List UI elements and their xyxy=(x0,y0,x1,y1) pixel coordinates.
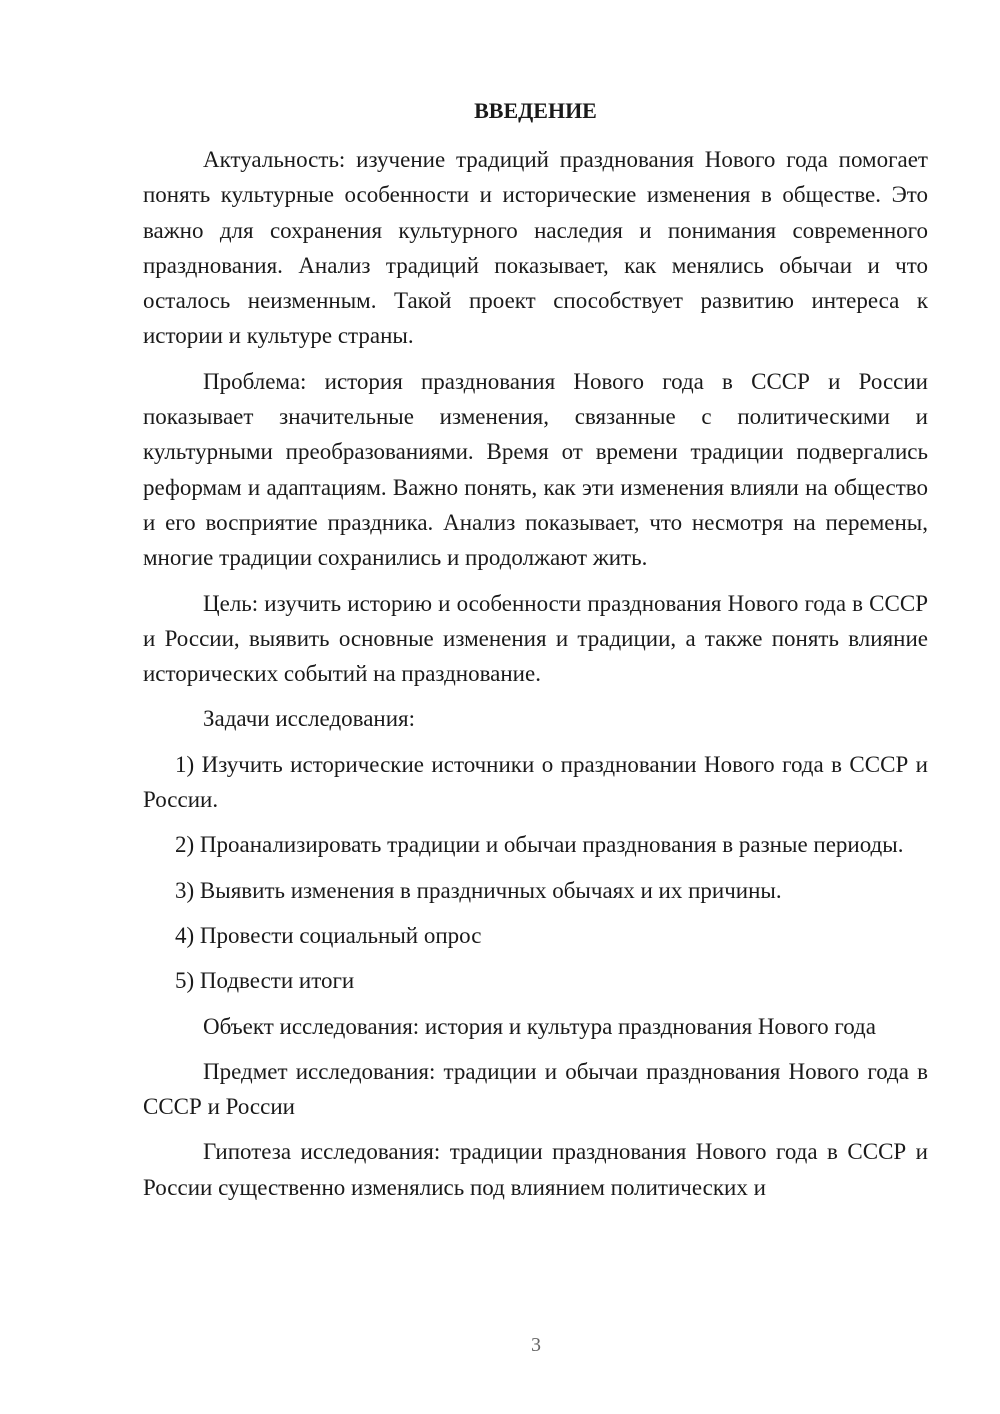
problem-paragraph: Проблема: история празднования Нового года в СССР и России показывает значительные изменения, связанные с политическими и культурными преобразованиями. Время от времени традиции подвергались реформам и адаптациям. Важно понять, как эти изменения влияли на общество и его восприятие праздника. Анализ показывает, что несмотря на перемены, многие традиции сохранились и продолжают жить. xyxy=(143,368,928,571)
subject-paragraph: Предмет исследования: традиции и обычаи празднования Нового года в СССР и России xyxy=(143,1058,928,1120)
task-item: 2) Проанализировать традиции и обычаи празднования в разные периоды. xyxy=(175,832,904,858)
object-paragraph: Объект исследования: история и культура празднования Нового года xyxy=(203,1013,876,1039)
goal-paragraph: Цель: изучить историю и особенности празднования Нового года в СССР и России, выявить основные изменения и традиции, а также понять влияние исторических событий на празднование. xyxy=(143,590,928,687)
task-item: 5) Подвести итоги xyxy=(175,968,355,994)
task-item: 3) Выявить изменения в праздничных обычаях и их причины. xyxy=(175,877,782,903)
relevance-paragraph: Актуальность: изучение традиций празднования Нового года помогает понять культурные особенности и исторические изменения в обществе. Это важно для сохранения культурного наследия и понимания современного празднования. Анализ традиций показывает, как менялись обычаи и что осталось неизменным. Такой проект способствует развитию интереса к истории и культуре страны. xyxy=(143,147,928,349)
page-number: 3 xyxy=(531,1334,541,1356)
task-item: 4) Провести социальный опрос xyxy=(175,922,482,948)
page-content xyxy=(143,96,928,1215)
section-title: ВВЕДЕНИЕ xyxy=(474,98,597,123)
tasks-heading: Задачи исследования: xyxy=(203,706,416,732)
task-item: 1) Изучить исторические источники о праздновании Нового года в СССР и России. xyxy=(143,751,928,813)
hypothesis-paragraph: Гипотеза исследования: традиции празднования Нового года в СССР и России существенно изменялись под влиянием политических и xyxy=(143,1139,928,1200)
